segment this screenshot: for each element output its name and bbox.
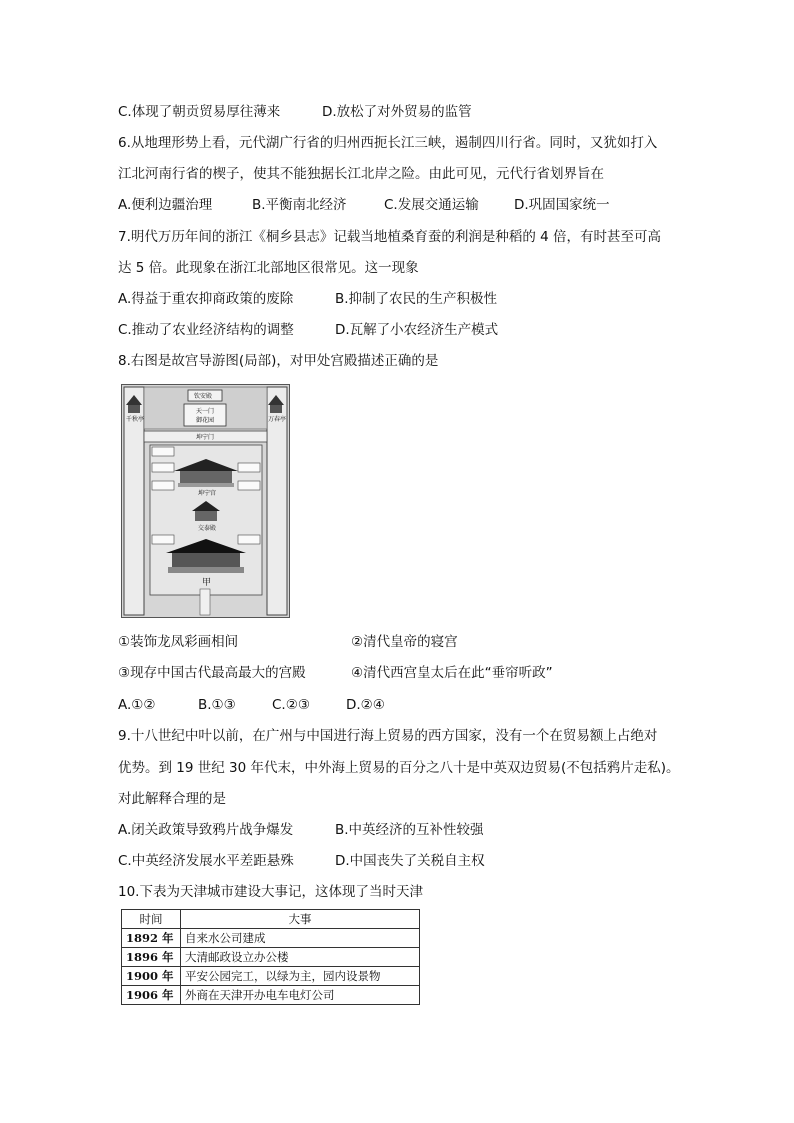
table-header-event: 大事 [181, 910, 420, 929]
jia-marker-label: 甲 [202, 578, 212, 588]
table-cell-event: 大清邮政设立办公楼 [181, 948, 420, 967]
q8-option-d: D.②④ [346, 697, 385, 713]
q8-stem: 8.右图是故宫导游图(局部)，对甲处宫殿描述正确的是 [118, 353, 439, 369]
q9-option-c: C.中英经济发展水平差距悬殊 [118, 853, 294, 869]
kunning-palace-label: 坤宁宫 [198, 490, 217, 497]
q8-option-c: C.②③ [272, 697, 310, 713]
garden-label: 御花园 [196, 417, 215, 424]
q8-statement-2: ②清代皇帝的寝宫 [351, 634, 458, 650]
table-row [122, 986, 420, 1005]
table-header-time: 时间 [122, 910, 181, 929]
q8-statement-4: ④清代西宫皇太后在此“垂帘听政” [351, 665, 553, 681]
top-hall-label: 钦安殿 [194, 393, 213, 400]
kunning-gate-label: 坤宁门 [196, 434, 215, 441]
q6-stem-line1: 6.从地理形势上看，元代湖广行省的归州西扼长江三峡，遏制四川行省。同时，又犹如打入 [118, 135, 658, 151]
q6-option-d: D.巩固国家统一 [514, 197, 610, 213]
q9-stem-line1: 9.十八世纪中叶以前，在广州与中国进行海上贸易的西方国家，没有一个在贸易额上占绝对 [118, 728, 658, 744]
table-cell-year: 1906 年 [122, 986, 181, 1005]
table-cell-event: 外商在天津开办电车电灯公司 [181, 986, 420, 1005]
q8-statement-3: ③现存中国古代最高最大的宫殿 [118, 665, 306, 681]
table-cell-year: 1896 年 [122, 948, 181, 967]
table-cell-event: 自来水公司建成 [181, 929, 420, 948]
table-row [122, 967, 420, 986]
q9-stem-line2: 优势。到 19 世纪 30 年代末，中外海上贸易的百分之八十是中英双边贸易(不包括鸦片走私)。 [118, 760, 680, 776]
q6-stem-line2: 江北河南行省的楔子，使其不能独据长江北岸之险。由此可见，元代行省划界旨在 [118, 166, 604, 182]
left-pavilion-label: 千秋亭 [126, 416, 145, 423]
table-cell-event: 平安公园完工，以绿为主，园内设景物 [181, 967, 420, 986]
q8-option-b: B.①③ [198, 697, 236, 713]
q7-option-b: B.抑制了农民的生产积极性 [335, 291, 498, 307]
jiaotai-hall-label: 交泰殿 [198, 525, 217, 532]
q7-option-d: D.瓦解了小农经济生产模式 [335, 322, 499, 338]
right-pavilion-label: 万春亭 [268, 416, 287, 423]
tianjin-events-table [121, 909, 420, 1005]
table-cell-year: 1892 年 [122, 929, 181, 948]
q5-option-d: D.放松了对外贸易的监管 [322, 104, 472, 120]
table-header-row [122, 910, 420, 929]
table-row [122, 929, 420, 948]
q7-stem-line1: 7.明代万历年间的浙江《桐乡县志》记载当地植桑育蚕的利润是种稻的 4 倍，有时甚至可高 [118, 229, 662, 245]
q7-stem-line2: 达 5 倍。此现象在浙江北部地区很常见。这一现象 [118, 260, 419, 276]
q8-statement-1: ①装饰龙凤彩画相间 [118, 634, 239, 650]
table-cell-year: 1900 年 [122, 967, 181, 986]
q9-option-a: A.闭关政策导致鸦片战争爆发 [118, 822, 294, 838]
forbidden-city-map [121, 384, 290, 618]
q7-option-c: C.推动了农业经济结构的调整 [118, 322, 294, 338]
q10-stem: 10.下表为天津城市建设大事记，这体现了当时天津 [118, 884, 423, 900]
q8-option-a: A.①② [118, 697, 156, 713]
q7-option-a: A.得益于重农抑商政策的废除 [118, 291, 294, 307]
q6-option-b: B.平衡南北经济 [252, 197, 347, 213]
q9-stem-line3: 对此解释合理的是 [118, 791, 226, 807]
q6-option-a: A.便利边疆治理 [118, 197, 213, 213]
q9-option-b: B.中英经济的互补性较强 [335, 822, 484, 838]
table-row [122, 948, 420, 967]
q9-option-d: D.中国丧失了关税自主权 [335, 853, 485, 869]
q5-option-c: C.体现了朝贡贸易厚往薄来 [118, 104, 281, 120]
gate-name-label: 天一门 [196, 408, 215, 415]
q6-option-c: C.发展交通运输 [384, 197, 479, 213]
